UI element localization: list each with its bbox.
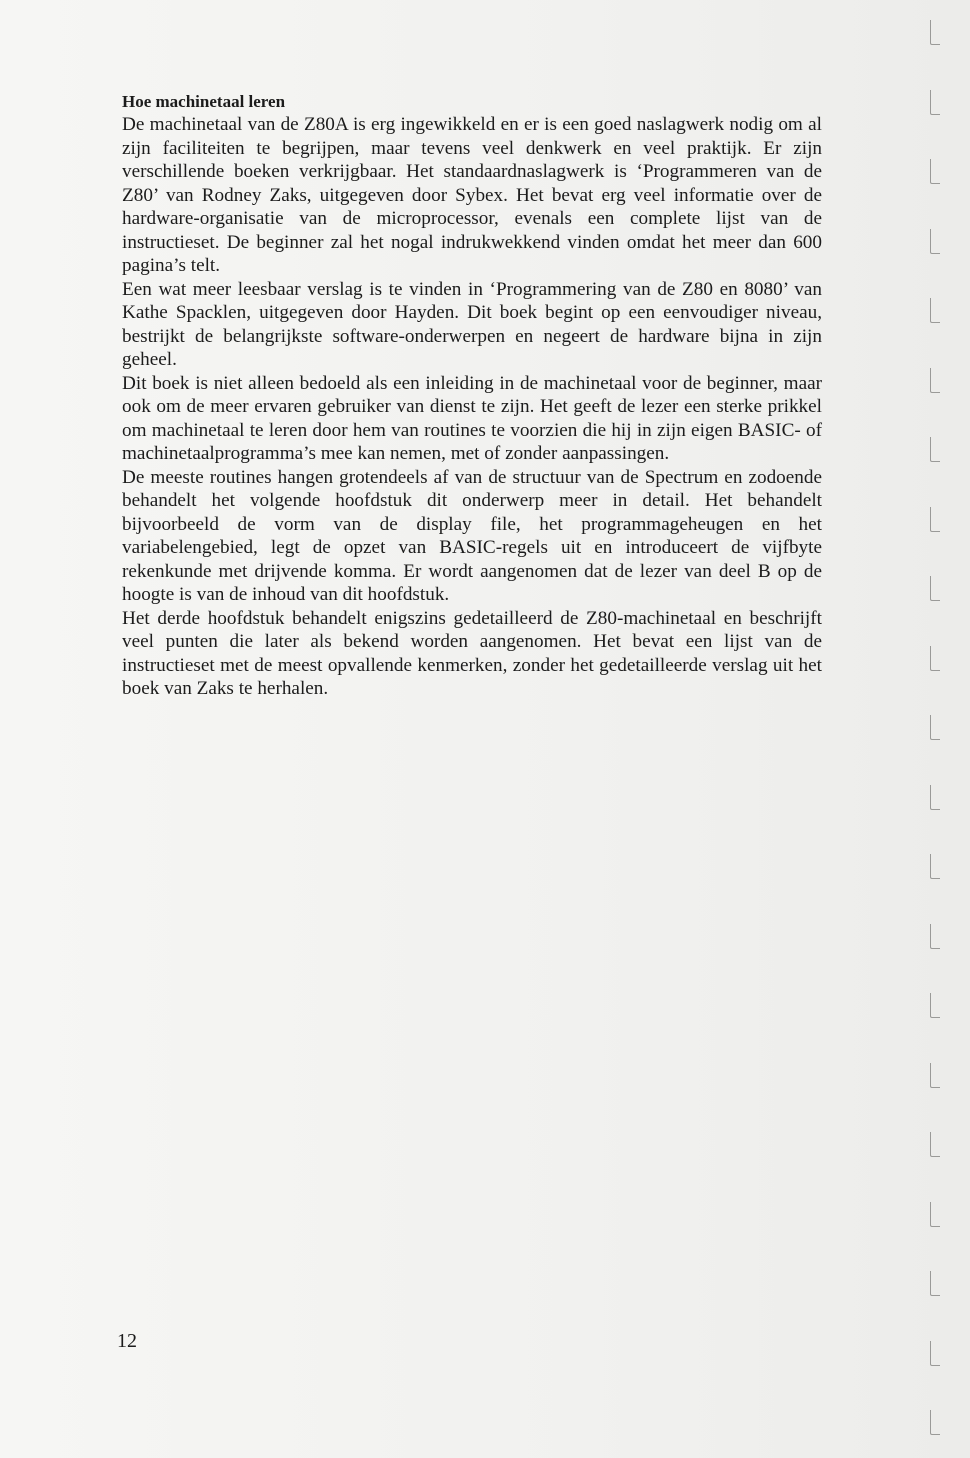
paragraph-2: Een wat meer leesbaar verslag is te vinden in ‘Programmering van de Z80 en 8080’ van Kathe Spacklen, uitgegeven door Hayden. Dit boek begint op een eenvoudiger niveau, bestrijkt de belangrijkste software-onderwerpen en negeert de hardware bijna in zijn geheel. (122, 278, 822, 370)
binding-ring-mark (930, 993, 940, 1018)
binding-ring-mark (930, 715, 940, 740)
section-heading: Hoe machinetaal leren (122, 92, 286, 111)
binding-ring-mark (930, 924, 940, 949)
binding-ring-mark (930, 298, 940, 323)
binding-rings (928, 0, 942, 1458)
binding-ring-mark (930, 368, 940, 393)
binding-ring-mark (930, 576, 940, 601)
binding-ring-mark (930, 90, 940, 115)
binding-ring-mark (930, 646, 940, 671)
binding-ring-mark (930, 1132, 940, 1157)
binding-ring-mark (930, 507, 940, 532)
paragraph-3: Dit boek is niet alleen bedoeld als een inleiding in de machinetaal voor de beginner, maar ook om de meer ervaren gebruiker van dienst te zijn. Het geeft de lezer een sterke prikkel om machinetaal te leren door hem van routines te voorzien die hij in zijn eigen BASIC- of machinetaalprogramma’s mee kan nemen, met of zonder aanpassingen. (122, 372, 822, 464)
paragraph-1: De machinetaal van de Z80A is erg ingewikkeld en er is een goed naslagwerk nodig om al zijn faciliteiten te begrijpen, maar tevens veel denkwerk en veel praktijk. Er zijn verschillende boeken verkrijgbaar. Het standaardnaslagwerk is ‘Programmeren van de Z80’ van Rodney Zaks, uitgegeven door Sybex. Het bevat erg veel informatie over de hardware-organisatie van de microprocessor, evenals een complete lijst van de instructieset. De beginner zal het nogal indrukwekkend vinden omdat het meer dan 600 pagina’s telt. (122, 114, 822, 276)
binding-ring-mark (930, 1202, 940, 1227)
binding-ring-mark (930, 1063, 940, 1088)
paragraph-4: De meeste routines hangen grotendeels af van de structuur van de Spectrum en zodoende behandelt het volgende hoofdstuk dit onderwerp meer in detail. Het behandelt bijvoorbeeld de vorm van de display file, het programmageheugen en het variabelengebied, legt de opzet van BASIC-regels uit en introduceert de vijfbyte rekenkunde met drijvende komma. Er wordt aangenomen dat de lezer van deel B op de hoogte is van de inhoud van dit hoofdstuk. (122, 466, 822, 605)
binding-ring-mark (930, 1341, 940, 1366)
page-number: 12 (117, 1330, 137, 1352)
binding-ring-mark (930, 785, 940, 810)
binding-ring-mark (930, 229, 940, 254)
paragraph-5: Het derde hoofdstuk behandelt enigszins gedetailleerd de Z80-machinetaal en beschrijft veel punten die later als bekend worden aangenomen. Het bevat een lijst van de instructieset met de meest opvallende kenmerken, zonder het gedetailleerde verslag uit het boek van Zaks te herhalen. (122, 607, 822, 699)
binding-ring-mark (930, 159, 940, 184)
binding-ring-mark (930, 1410, 940, 1435)
binding-ring-mark (930, 854, 940, 879)
binding-ring-mark (930, 20, 940, 45)
text-block (122, 90, 822, 701)
binding-ring-mark (930, 1271, 940, 1296)
binding-ring-mark (930, 437, 940, 462)
